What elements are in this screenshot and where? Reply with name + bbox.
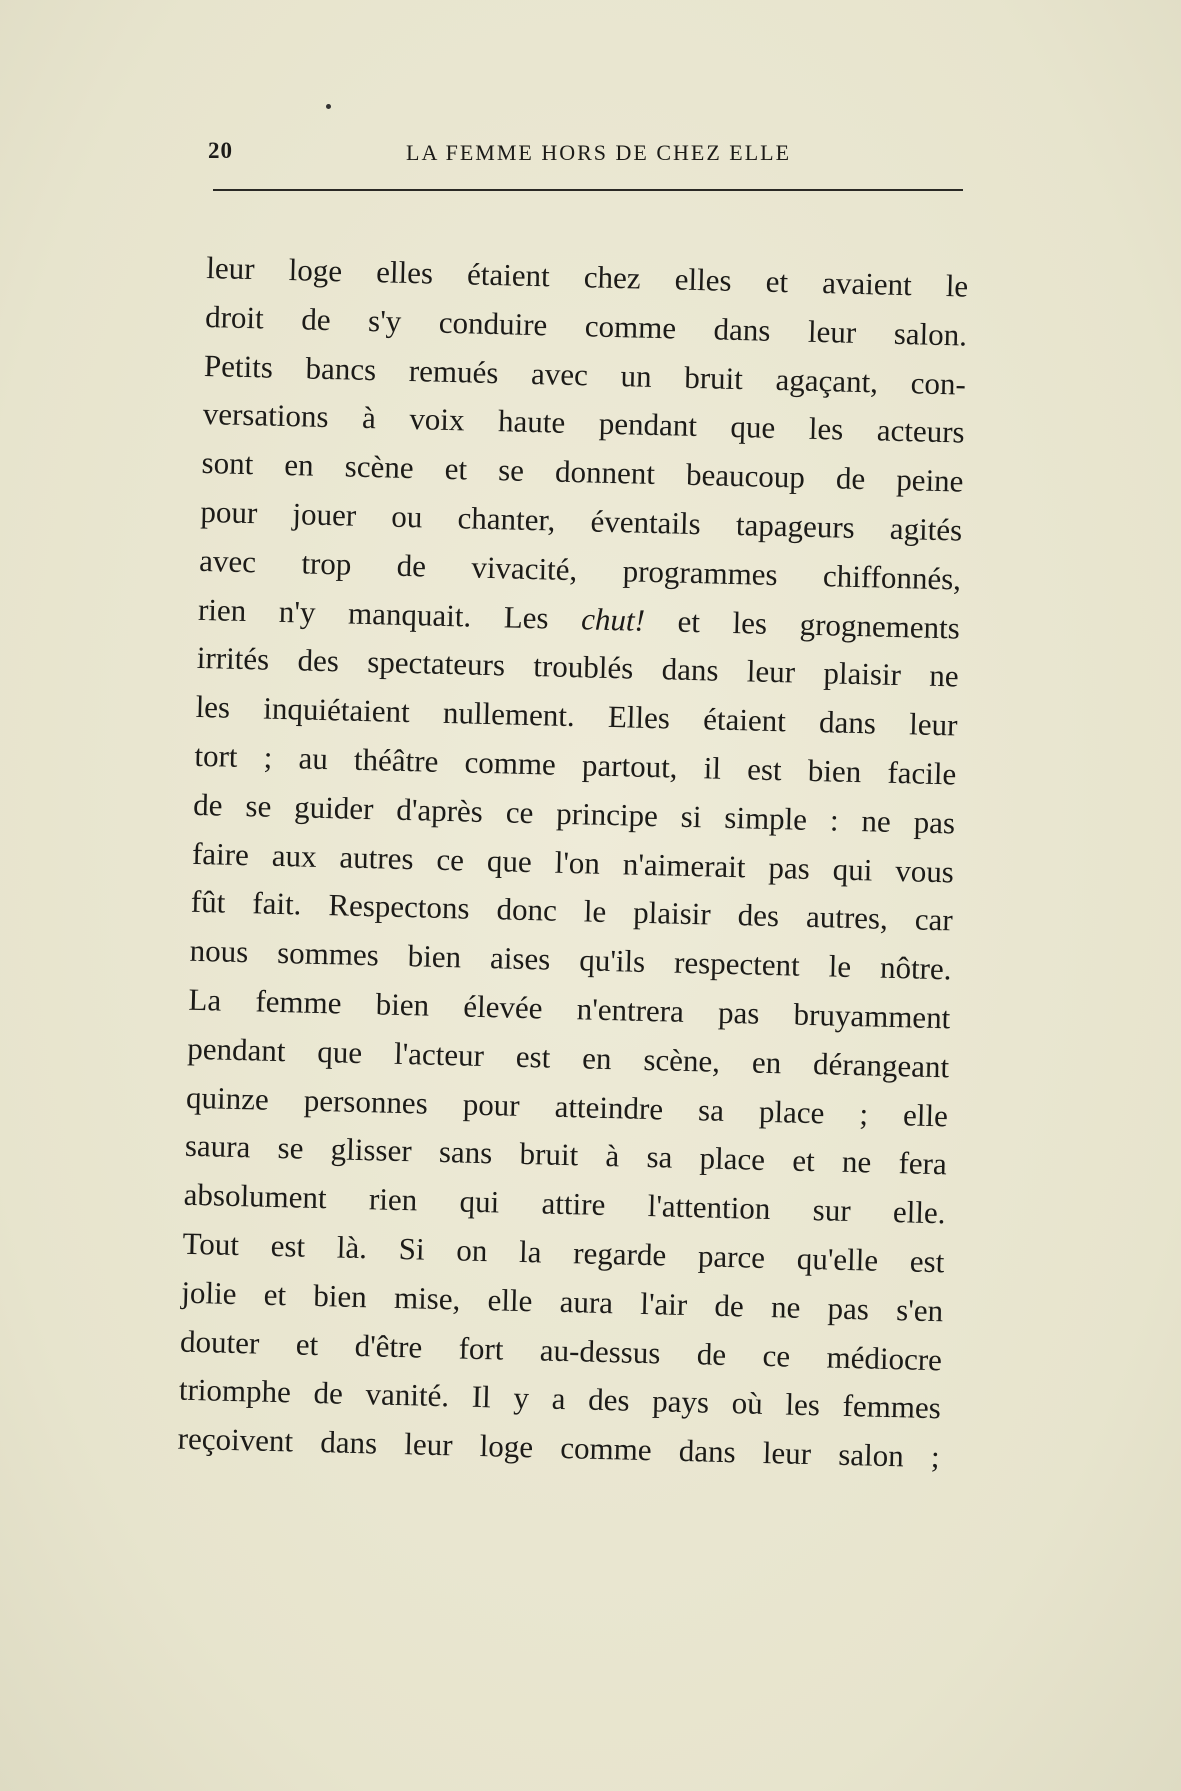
header-rule (213, 189, 963, 191)
text-line: reçoivent dans leur loge comme dans leur salon ; (177, 1420, 941, 1475)
text-line: versations à voix haute pendant que les acteurs (202, 396, 966, 450)
text-line: Tout est là. Si on la regarde parce qu'elle est (182, 1225, 945, 1280)
speck-mark (326, 104, 331, 109)
text-line: jolie et bien mise, elle aura l'air de ne pas s'en (180, 1274, 944, 1329)
text-line: absolument rien qui attire l'attention sur elle. (183, 1176, 946, 1231)
text-line: sont en scène et se donnent beaucoup de peine (201, 445, 964, 499)
text-line: faire aux autres ce que l'on n'aimerait pas qui vous (191, 835, 955, 889)
text-line: pendant que l'acteur est en scène, en dérangeant (186, 1030, 950, 1085)
page-number: 20 (208, 138, 233, 163)
text-line: Petits bancs remués avec un bruit agaçant, con- (203, 347, 967, 402)
text-line: avec trop de vivacité, programmes chiffonnés, (198, 542, 962, 597)
running-title: LA FEMME HORS DE CHEZ ELLE (406, 140, 792, 165)
text-line: de se guider d'après ce principe si simple : ne pas (192, 786, 956, 841)
text-line: douter et d'être fort au-dessus de ce médiocre (179, 1323, 943, 1377)
body-text (177, 244, 969, 1482)
text-line: nous sommes bien aises qu'ils respectent le nôtre. (189, 932, 952, 987)
italic-word: chut! (580, 600, 646, 638)
text-line: irrités des spectateurs troublés dans leur plaisir ne (196, 640, 960, 694)
text-segment: et les grognements (677, 603, 961, 646)
text-line: fût fait. Respectons donc le plaisir des autres, car (190, 884, 954, 938)
text-line: tort ; au théâtre comme partout, il est bien facile (194, 737, 957, 792)
text-line: les inquiétaient nullement. Elles étaient dans leur (195, 689, 958, 743)
text-line: leur loge elles étaient chez elles et avaient le (205, 249, 969, 304)
text-line: droit de s'y conduire comme dans leur salon. (204, 298, 968, 353)
text-line: La femme bien élevée n'entrera pas bruyamment (188, 981, 951, 1036)
text-segment: rien n'y manquait. Les (197, 591, 550, 636)
text-line: triomphe de vanité. Il y a des pays où les femmes (178, 1371, 942, 1426)
text-line: pour jouer ou chanter, éventails tapageurs agités (200, 493, 963, 548)
text-line: quinze personnes pour atteindre sa place ; elle (185, 1079, 949, 1133)
page-header (208, 138, 963, 172)
text-line: saura se glisser sans bruit à sa place et ne fera (184, 1128, 948, 1182)
